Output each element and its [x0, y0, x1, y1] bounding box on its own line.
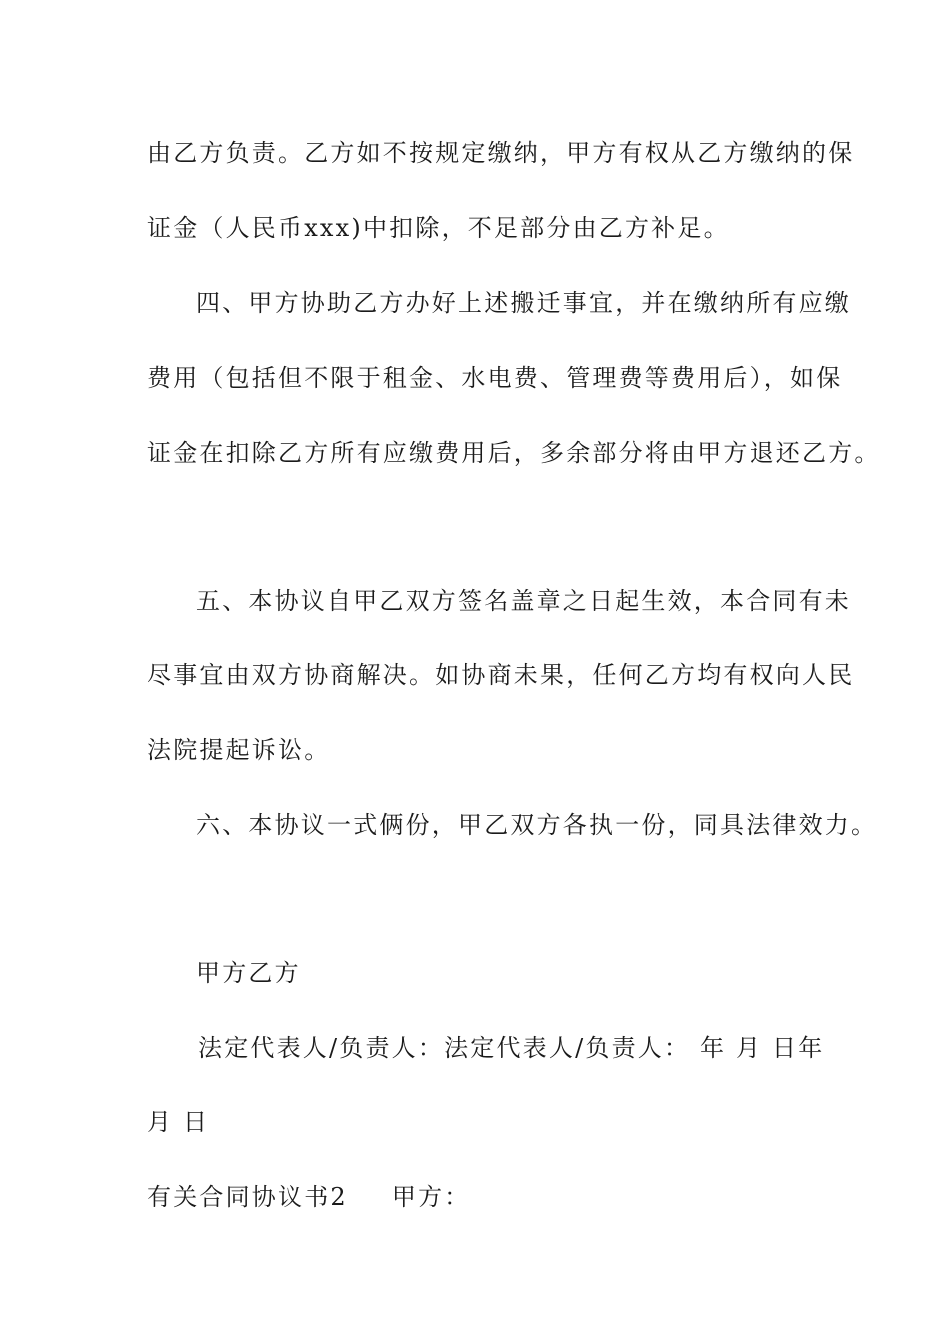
paragraph-line: 证金在扣除乙方所有应缴费用后，多余部分将由甲方退还乙方。	[147, 439, 881, 467]
next-agreement-title: 有关合同协议书2	[147, 1183, 348, 1211]
clause-four-line: 四、甲方协助乙方办好上述搬迁事宜，并在缴纳所有应缴	[196, 289, 851, 317]
next-agreement-heading	[147, 1182, 470, 1212]
party-a-label: 甲方：	[391, 1183, 471, 1211]
parties-label: 甲方乙方	[196, 959, 301, 987]
clause-five-line: 五、本协议自甲乙双方签名盖章之日起生效，本合同有未	[196, 587, 851, 615]
paragraph-line: 尽事宜由双方协商解决。如协商未果，任何乙方均有权向人民	[147, 661, 855, 689]
clause-six-line: 六、本协议一式俩份，甲乙双方各执一份，同具法律效力。	[196, 811, 878, 839]
date-line: 月 日	[147, 1108, 210, 1136]
paragraph-line: 费用（包括但不限于租金、水电费、管理费等费用后），如保	[147, 364, 843, 392]
paragraph-line: 由乙方负责。乙方如不按规定缴纳，甲方有权从乙方缴纳的保	[147, 139, 855, 167]
paragraph-line: 法院提起诉讼。	[147, 736, 331, 764]
signature-line: 法定代表人/负责人：法定代表人/负责人： 年 月 日年	[198, 1034, 825, 1062]
paragraph-line: 证金（人民币xxx)中扣除，不足部分由乙方补足。	[147, 214, 730, 242]
